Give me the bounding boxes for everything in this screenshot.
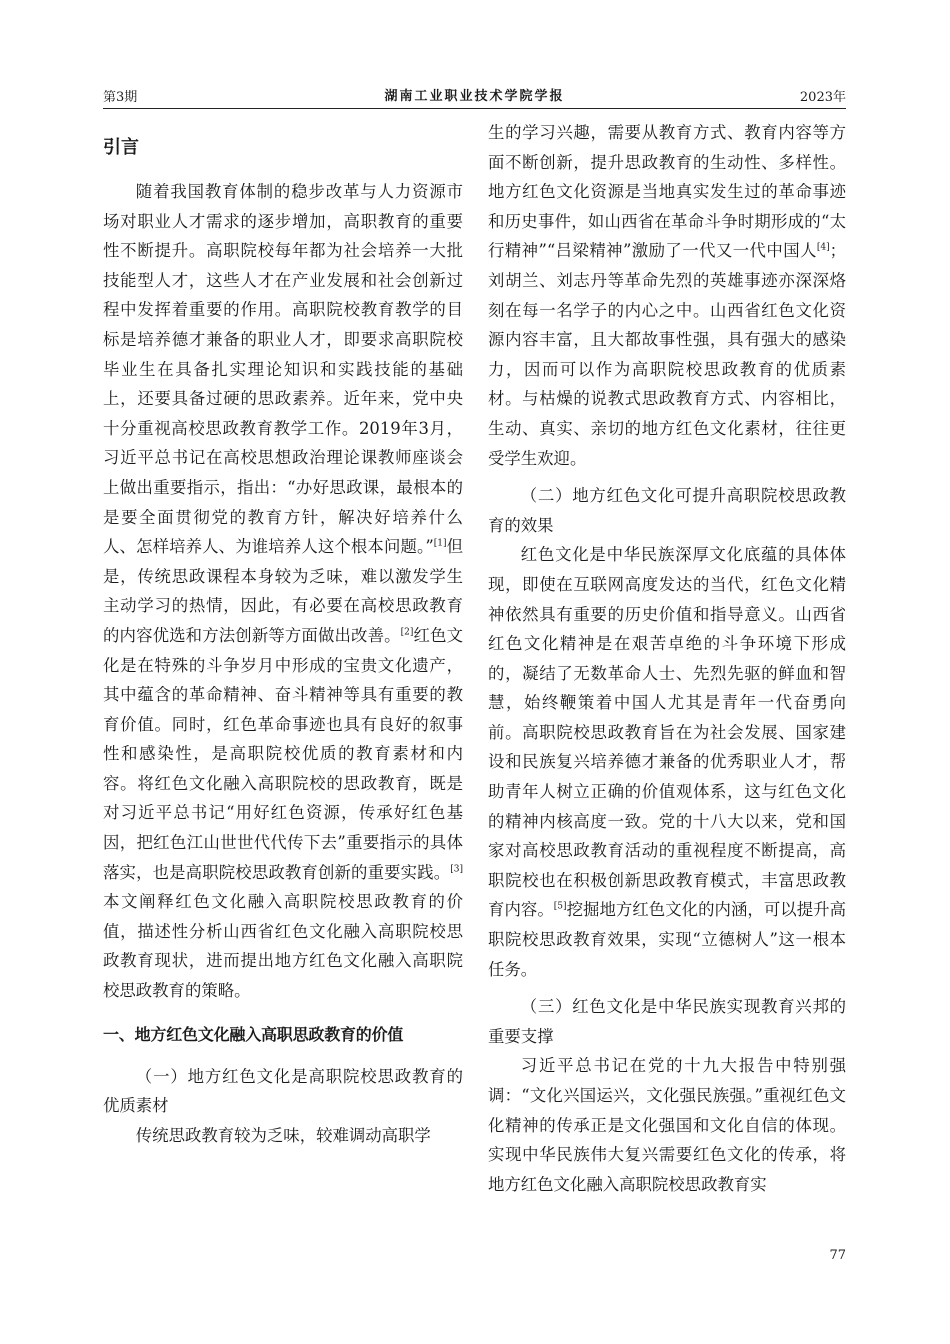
- intro-paragraph: 随着我国教育体制的稳步改革与人力资源市场对职业人才需求的逐步增加，高职教育的重要性不断提升。高职院校每年都为社会培养一大批技能型人才，这些人才在产业发展和社会创新过程中发挥着重要的作用。高职院校教育教学的目标是培养德才兼备的职业人才，即要求高职院校毕业生在具备扎实理论知识和实践技能的基础上，还要具备过硬的思政素养。近年来，党中央十分重视高校思政教育教学工作。2019年3月，习近平总书记在高校思想政治理论课教师座谈会上做出重要指示，指出：“办好思政课，最根本的是要全面贯彻党的教育方针，解决好培养什么人、怎样培养人、为谁培养人这个根本问题。”[1]但是，传统思政课程本身较为乏味，难以激发学生主动学习的热情，因此，有必要在高校思政教育的内容优选和方法创新等方面做出改善。[2]红色文化是在特殊的斗争岁月中形成的宝贵文化遗产，其中蕴含的革命精神、奋斗精神等具有重要的教育价值。同时，红色革命事迹也具有良好的叙事性和感染性，是高职院校优质的教育素材和内容。将红色文化融入高职院校的思政教育，既是对习近平总书记“用好红色资源，传承好红色基因，把红色江山世世代代传下去”重要指示的具体落实，也是高职院校思政教育创新的重要实践。[3]本文阐释红色文化融入高职院校思政教育的价值，描述性分析山西省红色文化融入高职院校思政教育现状，进而提出地方红色文化融入高职院校思政教育的策略。: [103, 182, 464, 1001]
- left-column: [103, 118, 463, 1150]
- subsection-2-paragraph: 红色文化是中华民族深厚文化底蕴的具体体现，即使在互联网高度发达的当代，红色文化精神依然具有重要的历史价值和指导意义。山西省红色文化精神是在艰苦卓绝的斗争环境下形成的，凝结了无数革命人士、先烈先驱的鲜血和智慧，始终鞭策着中国人尤其是青年一代奋勇向前。高职院校思政教育旨在为社会发展、国家建设和民族复兴培养德才兼备的优秀职业人才，帮助青年人树立正确的价值观体系，这与红色文化的精神内核高度一致。党的十八大以来，党和国家对高校思政教育活动的重视程度不断提高，高职院校也在积极创新思政教育模式，丰富思政教育内容。[5]挖掘地方红色文化的内涵，可以提升高职院校思政教育效果，实现“立德树人”这一根本任务。: [488, 545, 847, 979]
- running-header: [103, 82, 846, 109]
- subsection-3-title: （三）红色文化是中华民族实现教育兴邦的重要支撑: [488, 997, 846, 1046]
- right-column: [488, 118, 846, 1199]
- subsection-1-text-start: 传统思政教育较为乏味，较难调动高职学: [135, 1125, 431, 1145]
- page-number: 77: [829, 1248, 846, 1263]
- citation-4: [4]: [816, 242, 830, 253]
- journal-title: 湖南工业职业技术学院学报: [384, 89, 565, 104]
- subsection-1-text-cont: 生的学习兴趣，需要从教育方式、教育内容等方面不断创新，提升思政教育的生动性、多样性。地方红色文化资源是当地真实发生过的革命事迹和历史事件，如山西省在革命斗争时期形成的“太行精神”“吕梁精神”激励了一代又一代中国人[4]；刘胡兰、刘志丹等革命先烈的英雄事迹亦深深烙刻在每一名学子的内心之中。山西省红色文化资源内容丰富，且大都故事性强，具有强大的感染力，因而可以作为高职院校思政教育的优质素材。与枯燥的说教式思政教育方式、内容相比，生动、真实、亲切的地方红色文化素材，往往更受学生欢迎。: [488, 123, 846, 468]
- citation-5: [5]: [553, 901, 567, 912]
- subsection-3-paragraph: 习近平总书记在党的十九大报告中特别强调：“文化兴国运兴，文化强民族强。”重视红色文化精神的传承正是文化强国和文化自信的体现。实现中华民族伟大复兴需要红色文化的传承，将地方红色文化融入高职院校思政教育实: [488, 1056, 846, 1194]
- citation-2: [2]: [400, 627, 414, 638]
- subsection-2-title: （二）地方红色文化可提升高职院校思政教育的效果: [488, 486, 846, 535]
- citation-1: [1]: [433, 538, 447, 549]
- subsection-1-title: （一）地方红色文化是高职院校思政教育的优质素材: [103, 1066, 463, 1116]
- citation-3: [3]: [450, 864, 463, 875]
- publication-year: 2023年: [799, 90, 846, 105]
- section-1-heading: 一、地方红色文化融入高职思政教育的价值: [103, 1024, 404, 1044]
- intro-heading: 引言: [103, 137, 139, 158]
- issue-number: 第3期: [103, 90, 138, 105]
